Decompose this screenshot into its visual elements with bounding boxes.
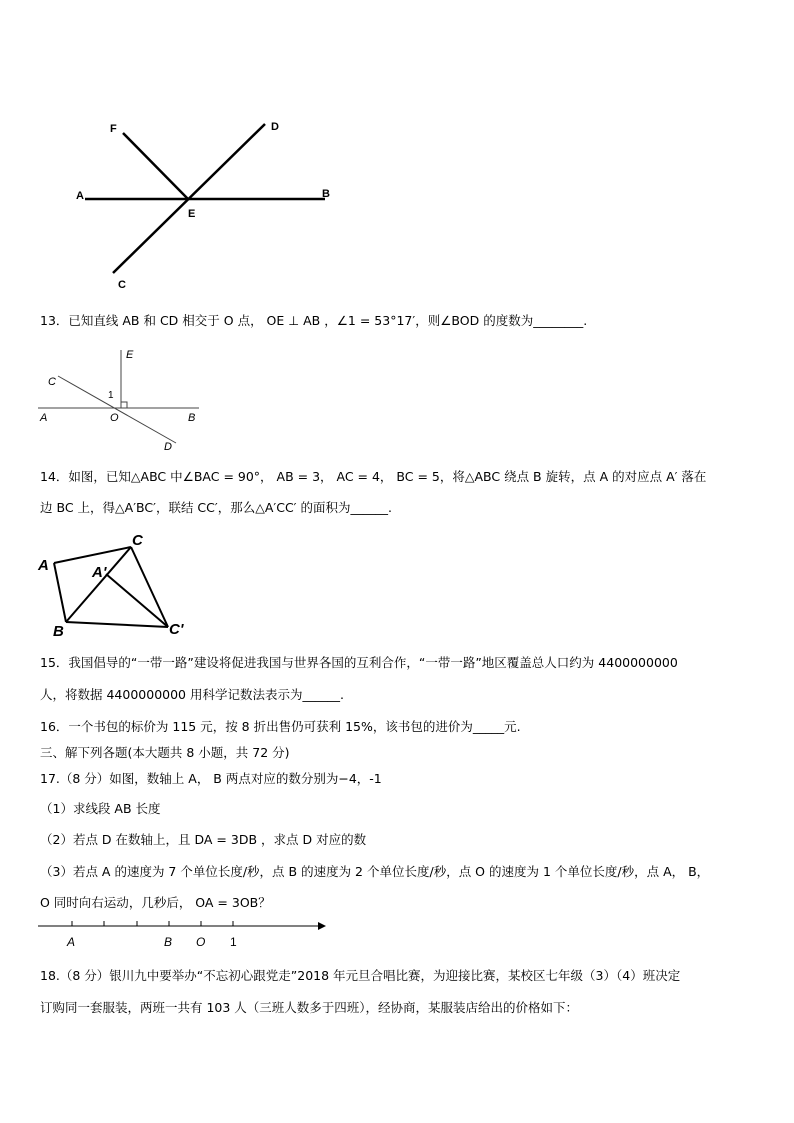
label-D: D [271,121,279,133]
label-A: A [76,190,84,202]
question-18-line1: 18.（8 分）银川九中要举办“不忘初心跟党走”2018 年元旦合唱比赛，为迎接比赛，某校区七年级（3）（4）班决定 [40,968,681,983]
label-B: B [53,623,64,640]
label-B: B [188,412,196,424]
label-C: C [118,279,126,291]
segment-CCprime [131,547,168,627]
figure-q17-number-line [36,915,336,951]
question-16: 16．一个书包的标价为 115 元，按 8 折出售仍可获利 15%，该书包的进价为_____元. [40,719,521,734]
label-F: F [110,123,117,135]
label-C: C [48,376,56,388]
question-18-line2: 订购同一套服装，两班一共有 103 人（三班人数多于四班），经协商，某服装店给出的价格如下： [40,1000,579,1015]
section-3-heading: 三、解下列各题(本大题共 8 小题，共 72 分) [40,745,290,760]
label-C-prime: C' [169,621,184,638]
figure-q13-perpendicular [36,345,216,455]
label-1: 1 [230,935,237,949]
question-17-part-3-line2: O 同时向右运动，几秒后， OA = 3OB？ [40,895,271,910]
label-E: E [126,349,134,361]
label-B: B [322,188,330,200]
label-B: B [164,935,173,949]
label-O: O [110,412,119,424]
segment-BCprime [66,622,168,627]
line-FE [123,133,188,199]
label-A: A [38,557,49,574]
label-A: A [40,412,48,424]
question-17-part-2: （2）若点 D 在数轴上，且 DA = 3DB ，求点 D 对应的数 [40,832,367,847]
label-C: C [132,532,143,549]
question-14-line2: 边 BC 上，得△A′BC′，联结 CC′，那么△A′CC′ 的面积为______. [40,500,392,515]
question-15-line1: 15．我国倡导的“一带一路”建设将促进我国与世界各国的互利合作，“一带一路”地区覆盖总人口约为 4400000000 [40,655,678,670]
figure-q14-rotation [36,530,206,645]
right-angle-mark [121,402,127,408]
label-E: E [188,208,196,220]
label-1: 1 [108,390,114,401]
line-CD [58,376,176,443]
question-13: 13．已知直线 AB 和 CD 相交于 O 点， OE ⊥ AB ，∠1 = 53°17′，则∠BOD 的度数为________. [40,313,588,328]
question-17-part-1: （1）求线段 AB 长度 [40,801,161,816]
question-17-part-3-line1: （3）若点 A 的速度为 7 个单位长度/秒，点 B 的速度为 2 个单位长度/秒，点 O 的速度为 1 个单位长度/秒，点 A， B， [40,864,710,879]
label-A: A [67,935,76,949]
segment-AprimeCprime [106,574,168,627]
segment-AB [54,563,66,622]
number-line-arrow [318,922,326,930]
label-O: O [196,935,206,949]
question-15-line2: 人，将数据 4400000000 用科学记数法表示为______. [40,687,344,702]
label-D: D [164,441,172,453]
question-14-line1: 14．如图，已知△ABC 中∠BAC = 90°， AB = 3， AC = 4， BC = 5，将△ABC 绕点 B 旋转，点 A 的对应点 A′ 落在 [40,469,707,484]
question-17-stem: 17.（8 分）如图，数轴上 A， B 两点对应的数分别为−4，-1 [40,771,382,786]
label-A-prime: A' [92,564,107,581]
figure-q12-angles [60,110,350,295]
